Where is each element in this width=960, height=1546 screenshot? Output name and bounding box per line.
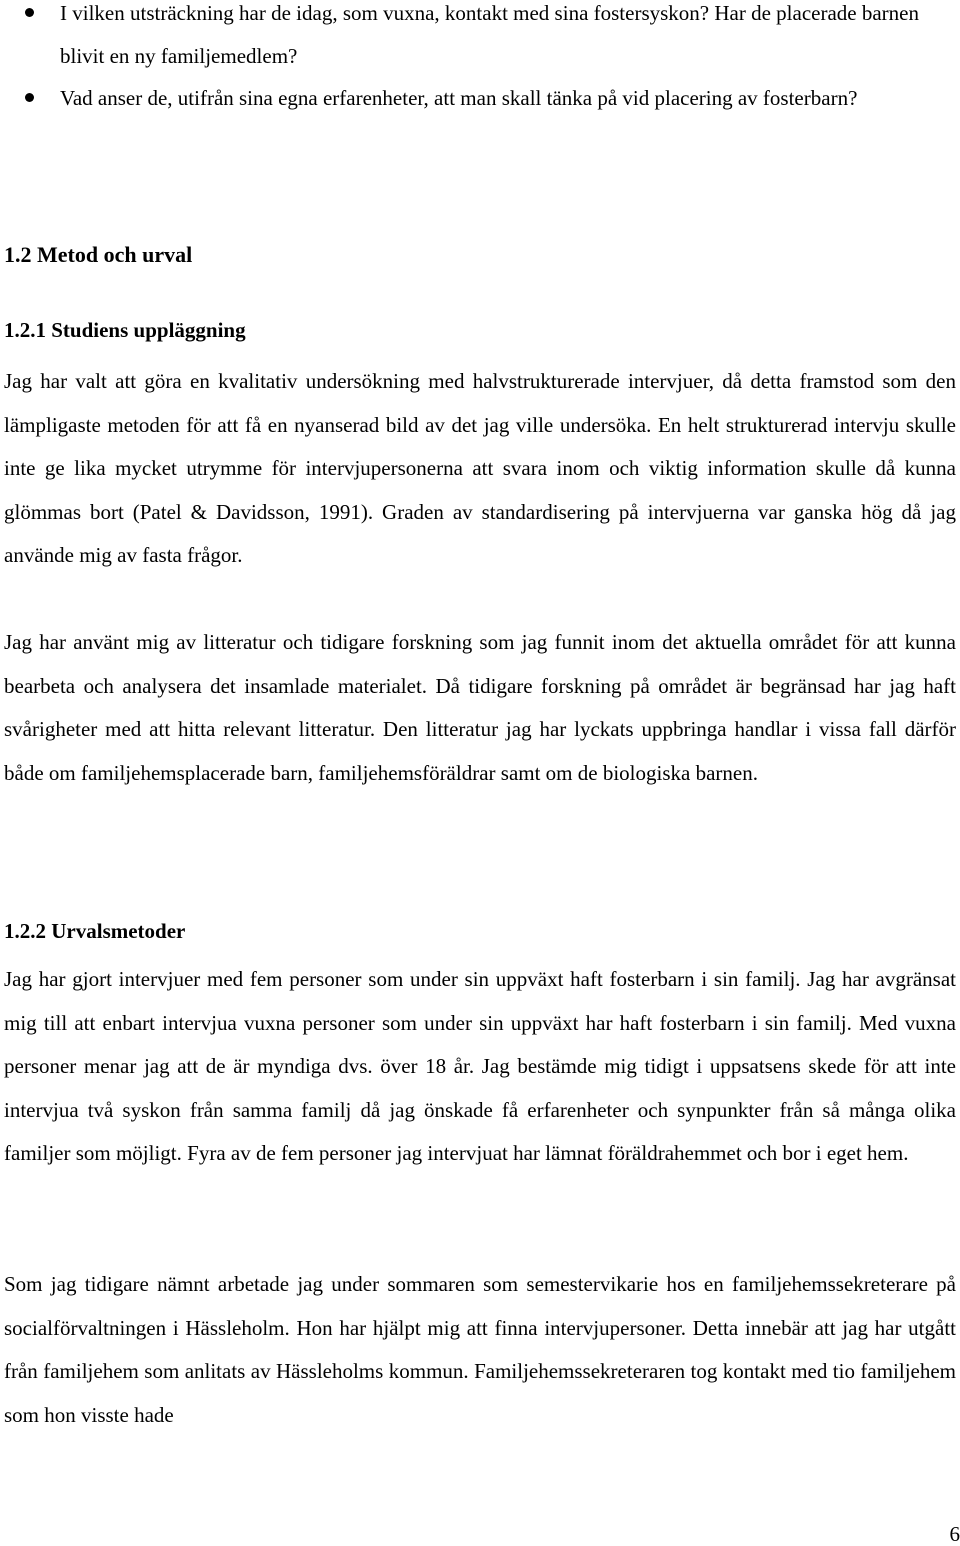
list-item — [0, 77, 960, 120]
page-number: 6 — [950, 1522, 960, 1546]
bullet-icon — [25, 8, 34, 17]
paragraph-urvalsmetoder-1: Jag har gjort intervjuer med fem personer som under sin uppväxt haft fosterbarn i sin familj. Jag har avgränsat mig till att enbart intervjua vuxna personer som under sin uppväxt har haft fosterbarn i sin familj. Med vuxna personer menar jag att de är myndiga dvs. över 18 år. Jag bestämde mig tidigt i uppsatsens skede för att inte intervjua två syskon från samma familj då jag önskade få erfarenheter och synpunkter från så många olika familjer som möjligt. Fyra av de fem personer jag intervjuat har lämnat föräldrahemmet och bor i eget hem. — [4, 958, 956, 1176]
section-heading-metod-och-urval: 1.2 Metod och urval — [4, 238, 192, 272]
list-item-text: Vad anser de, utifrån sina egna erfarenheter, att man skall tänka på vid placering av fosterbarn? — [60, 86, 857, 110]
list-item — [0, 0, 960, 77]
subsection-heading-studiens-upplaggning: 1.2.1 Studiens uppläggning — [4, 313, 246, 347]
bullet-icon — [25, 93, 34, 102]
paragraph-urvalsmetoder-2: Som jag tidigare nämnt arbetade jag under sommaren som semestervikarie hos en familjehemssekreterare på socialförvaltningen i Hässleholm. Hon har hjälpt mig att finna intervjupersoner. Detta innebär att jag har utgått från familjehem som anlitats av Hässleholms kommun. Familjehemssekreteraren tog kontakt med tio familjehem som hon visste hade — [4, 1263, 956, 1437]
paragraph-studiens-upplaggning-1: Jag har valt att göra en kvalitativ undersökning med halvstrukturerade intervjuer, då detta framstod som den lämpligaste metoden för att få en nyanserad bild av det jag ville undersöka. En helt strukturerad intervju skulle inte ge lika mycket utrymme för intervjupersonerna att svara inom och viktig information skulle då kunna glömmas bort (Patel & Davidsson, 1991). Graden av standardisering på intervjuerna var ganska hög då jag använde mig av fasta frågor. — [4, 360, 956, 578]
question-list — [0, 0, 960, 120]
paragraph-studiens-upplaggning-2: Jag har använt mig av litteratur och tidigare forskning som jag funnit inom det aktuella området för att kunna bearbeta och analysera det insamlade materialet. Då tidigare forskning på området är begränsad har jag haft svårigheter med att hitta relevant litteratur. Den litteratur jag har lyckats uppbringa handlar i vissa fall därför både om familjehemsplacerade barn, familjehemsföräldrar samt om de biologiska barnen. — [4, 621, 956, 795]
list-item-text: I vilken utsträckning har de idag, som vuxna, kontakt med sina fostersyskon? Har de placerade barnen blivit en ny familjemedlem? — [60, 1, 919, 68]
subsection-heading-urvalsmetoder: 1.2.2 Urvalsmetoder — [4, 914, 185, 948]
